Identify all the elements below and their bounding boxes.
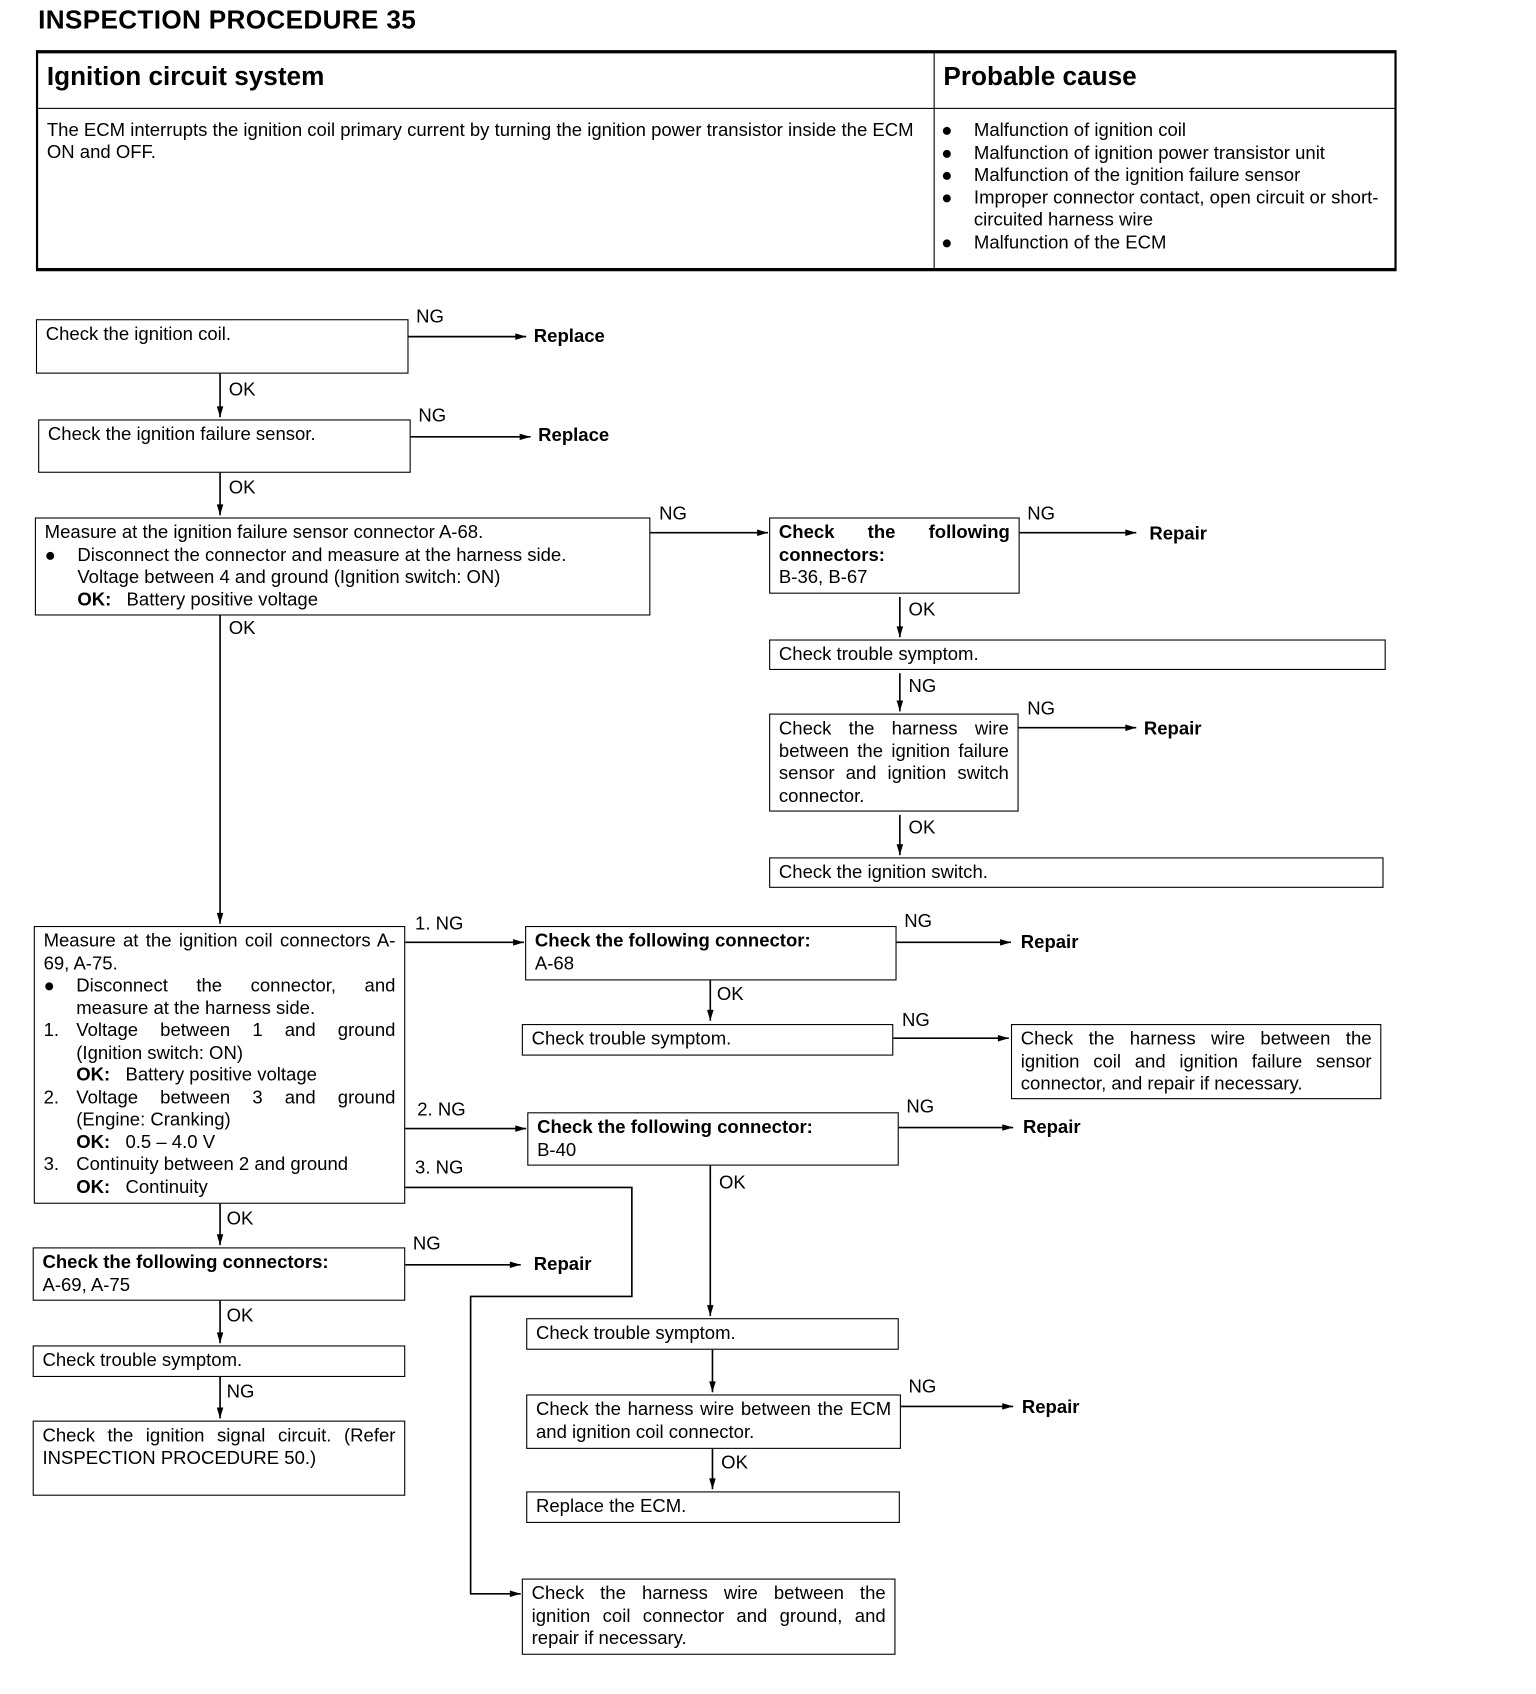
line-text [42,1425,395,1470]
line-text [76,1131,395,1153]
ng-label: 3. NG [415,1156,464,1178]
box-line [537,1117,889,1139]
line-text [46,324,399,346]
line-text [76,1020,395,1065]
text: Check the ignition signal circuit. (Refer INSPECTION PROCEDURE 50.) [42,1424,396,1468]
flow-box-check-harness-ecm-coil [526,1394,901,1448]
text: Check the ignition switch. [778,861,988,883]
text: Disconnect the connector, and measure at the harness side. [76,975,396,1019]
ok-criterion-label: OK: [76,1064,111,1086]
ok-label: OK [908,817,936,838]
box-line [45,566,641,588]
ok-label: OK [716,983,744,1005]
flow-box-measure-coil-connectors [34,926,405,1204]
ng-label: NG [416,306,444,327]
bullet-icon: ● [941,142,953,163]
line-text [536,1323,889,1345]
box-line [44,1087,396,1132]
system-header: Ignition circuit system [38,53,935,109]
line-text [44,930,396,975]
cause-text: Malfunction of the ignition failure sensor [973,164,1301,186]
flow-box-check-ignition-coil [36,319,409,373]
result-repair: Repair [533,1253,592,1275]
ng-label: NG [906,1095,935,1117]
flow-box-check-connector-a68 [525,926,896,980]
box-line [779,644,1376,666]
ok-label: OK [228,617,256,639]
list-marker: 3. [43,1153,60,1175]
flow-box-check-connectors-a69-a75 [33,1247,406,1300]
list-marker: 1. [43,1019,60,1041]
flow-box-check-harness-coil-ground [522,1579,896,1655]
text: Check trouble symptom. [42,1349,243,1371]
box-line [44,1020,396,1065]
box-line [44,975,396,1020]
line-text [77,544,640,566]
bullet-icon: ● [941,186,953,208]
flow-box-check-harness-sensor-switch [769,714,1018,812]
text: Measure at the ignition coil connectors A-69, A-75. [43,930,396,974]
result-repair: Repair [1022,1116,1081,1138]
cause-text: Improper connector contact, open circuit or short-circuited harness wire [973,186,1379,230]
text: Check the harness wire between the ignition coil and ignition failure sensor connector, and repair if necessary. [1020,1028,1372,1094]
flow-box-check-connectors-b36-b67 [769,517,1020,593]
result-replace: Replace [538,424,610,446]
text: 0.5 – 4.0 V [125,1131,216,1153]
box-line [532,1583,886,1650]
line-text [779,718,1009,807]
box-line [44,1131,396,1153]
ok-criterion-label: OK: [76,1176,111,1197]
ng-label: NG [659,503,687,525]
line-text [45,522,641,544]
bullet-icon: ● [941,119,953,141]
flow-box-replace-ecm [526,1491,900,1523]
ok-label: OK [226,1305,254,1326]
text: Check trouble symptom. [778,643,979,665]
box-line [42,1252,395,1274]
text: Check the harness wire between the ignition coil connector and ground, and repair if necessary. [531,1582,886,1649]
box-line [45,522,641,544]
text: Check trouble symptom. [535,1322,736,1344]
ng-label: NG [1027,503,1056,525]
ok-label: OK [719,1172,746,1193]
flow-box-check-connector-b40 [527,1112,898,1165]
ng-label: NG [1027,698,1056,720]
text: Continuity [125,1176,208,1197]
list-marker [45,566,78,588]
line-text [532,1583,886,1650]
page-title: INSPECTION PROCEDURE 35 [38,5,417,35]
result-repair: Repair [1021,1396,1080,1418]
ok-criterion-label: OK: [76,1131,111,1153]
ng-label: NG [226,1381,255,1403]
result-repair: Repair [1020,931,1079,953]
line-text [76,1064,395,1086]
box-line [42,1350,395,1372]
text: Check the ignition failure sensor. [47,423,316,445]
flow-box-check-ignition-switch [769,857,1383,888]
list-marker: 2. [43,1086,60,1108]
text: Check the harness wire between the ECM and ignition coil connector. [535,1398,892,1442]
text: Voltage between 4 and ground (Ignition switch: ON) [77,566,501,588]
text: A-68 [534,952,575,974]
ok-label: OK [228,477,256,498]
box-line [46,324,399,346]
line-text [535,930,887,952]
text: Battery positive voltage [125,1064,317,1086]
list-marker [45,589,78,611]
line-text [779,862,1374,884]
ng-label: NG [904,910,932,932]
box-line [44,1064,396,1086]
line-text [536,1399,891,1444]
line-text [535,953,887,975]
flow-box-check-harness-coil-sensor [1011,1024,1381,1099]
line-text [42,1252,395,1274]
text: Check the harness wire between the ignition failure sensor and ignition switch connector. [778,717,1009,806]
line-text [779,522,1010,567]
line-text [76,975,395,1020]
ng-label: NG [418,405,447,426]
line-text [532,1028,884,1050]
box-line [779,718,1009,807]
bullet-icon: ● [941,164,953,186]
text: Continuity between 2 and ground [76,1153,349,1175]
bullet-icon: ● [44,544,56,565]
box-line [779,566,1010,588]
list-marker [44,1064,77,1086]
box-line [45,589,641,611]
text: Replace the ECM. [535,1495,687,1517]
flow-box-check-trouble-symptom-3 [33,1345,406,1377]
bullet-icon: ● [43,975,55,996]
cause-text: Malfunction of ignition power transistor unit [973,142,1325,163]
bullet-icon: ● [941,231,953,253]
text: B-36, B-67 [778,566,868,588]
flow-box-check-trouble-symptom-1 [769,639,1386,670]
cause-text: Malfunction of ignition coil [973,119,1186,141]
ok-label: OK [228,379,256,400]
box-line [1021,1028,1372,1095]
box-line [535,930,887,952]
box-heading: Check the following connector: [537,1116,813,1138]
box-heading: Check the following connector: [534,930,811,952]
line-text [48,424,401,446]
line-text [536,1496,890,1518]
line-text [779,644,1376,666]
cause-text: Malfunction of the ECM [973,231,1167,253]
result-repair: Repair [1143,717,1202,739]
system-description: The ECM interrupts the ignition coil primary current by turning the ignition power transistor inside the ECM ON and OFF. [38,109,935,268]
ng-label: NG [908,675,937,697]
box-line [44,1176,396,1198]
text: Voltage between 3 and ground (Engine: Cranking) [76,1086,396,1130]
line-text [537,1117,889,1139]
probable-cause-header: Probable cause [935,53,1395,109]
text: Check the ignition coil. [45,323,232,345]
line-text [76,1154,395,1176]
line-text [76,1087,395,1132]
result-replace: Replace [533,325,605,347]
line-text [42,1274,395,1296]
text: A-69, A-75 [42,1274,130,1295]
box-line [536,1399,891,1444]
ng-label: NG [412,1233,441,1254]
line-text [77,566,640,588]
text: Voltage between 1 and ground (Ignition switch: ON) [76,1019,396,1063]
line-text [537,1139,889,1161]
flow-box-check-ignition-failure-sensor [38,419,411,472]
box-line [44,930,396,975]
box-line [535,953,887,975]
ok-criterion-label: OK: [77,588,112,610]
ng-label: 2. NG [417,1099,466,1120]
text: Disconnect the connector and measure at the harness side. [77,544,567,565]
box-line [48,424,401,446]
ng-label: NG [902,1009,930,1031]
flow-box-measure-a68 [35,517,651,615]
ng-label: NG [908,1375,937,1397]
flow-box-check-ignition-signal-circuit [33,1421,406,1496]
box-line [45,544,641,566]
flow-box-check-trouble-symptom-4 [526,1318,899,1350]
box-line [42,1425,395,1470]
box-line [44,1154,396,1176]
line-text [77,589,640,611]
text: B-40 [537,1138,577,1160]
ng-label: 1. NG [415,912,464,934]
list-marker [44,1131,77,1153]
line-text [779,566,1010,588]
box-heading: Check the following connectors: [778,521,1010,565]
box-line [779,862,1374,884]
box-line [537,1139,889,1161]
box-heading: Check the following connectors: [42,1251,329,1273]
text: Battery positive voltage [126,588,319,610]
flow-box-check-trouble-symptom-2 [522,1024,893,1056]
ok-label: OK [721,1452,748,1473]
box-line [779,522,1010,567]
text: Measure at the ignition failure sensor connector A-68. [44,521,484,543]
line-text [1021,1028,1372,1095]
box-line [536,1323,889,1345]
box-line [532,1028,884,1050]
ok-label: OK [226,1208,254,1229]
result-repair: Repair [1149,522,1207,544]
box-line [42,1274,395,1296]
text: Check trouble symptom. [531,1028,732,1050]
ok-label: OK [908,599,936,620]
list-marker [44,1176,77,1198]
box-line [536,1496,890,1518]
line-text [76,1176,395,1198]
line-text [42,1350,395,1372]
